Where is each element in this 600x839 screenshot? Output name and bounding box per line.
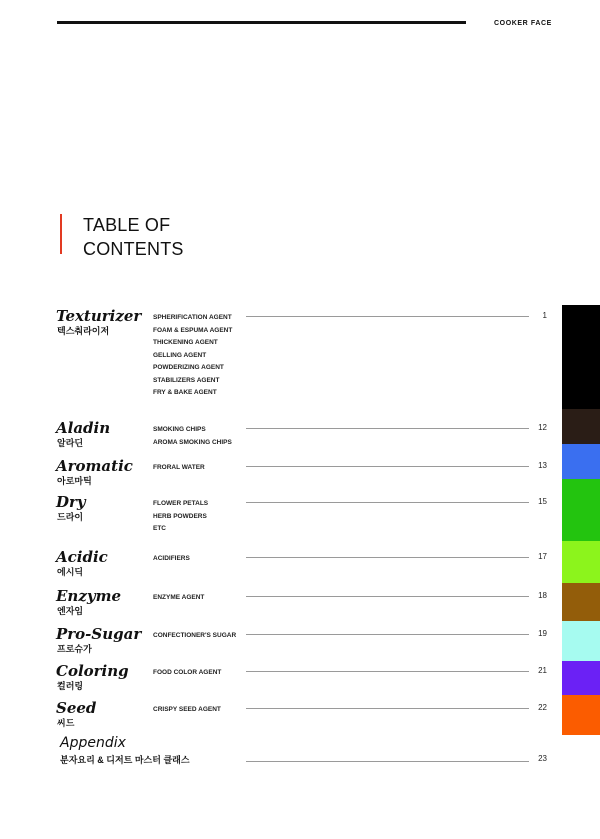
section-item-list <box>153 498 208 536</box>
section-item-list <box>153 630 236 643</box>
section-korean-title: 텍스춰라이저 <box>57 326 110 336</box>
section-item[interactable]: SPHERIFICATION AGENT <box>153 314 232 321</box>
section-item[interactable]: ACIDIFIERS <box>153 555 190 562</box>
dot-leader <box>246 708 529 709</box>
section-title[interactable]: Dry <box>56 493 86 511</box>
brand-logo: COOKER FACE <box>494 20 552 27</box>
page-number: 22 <box>538 703 547 712</box>
section-color-tab[interactable] <box>562 621 600 661</box>
section-korean-title: 씨드 <box>57 718 75 728</box>
section-color-tab[interactable] <box>562 695 600 735</box>
section-korean-title: 컬러링 <box>57 681 84 691</box>
section-item[interactable]: FRORAL WATER <box>153 464 205 471</box>
section-item[interactable]: FOOD COLOR AGENT <box>153 669 222 676</box>
section-item[interactable]: AROMA SMOKING CHIPS <box>153 438 232 446</box>
appendix-page-number: 23 <box>538 754 547 763</box>
section-title[interactable]: Pro-Sugar <box>56 625 142 643</box>
section-item-list <box>153 424 232 449</box>
section-korean-title: 아로마틱 <box>57 476 92 486</box>
section-title[interactable]: Texturizer <box>56 307 142 325</box>
section-color-tab[interactable] <box>562 479 600 541</box>
section-item[interactable]: POWDERIZING AGENT <box>153 364 224 371</box>
section-color-tab[interactable] <box>562 661 600 695</box>
page-number: 19 <box>538 629 547 638</box>
section-item[interactable]: ENZYME AGENT <box>153 594 205 601</box>
section-item-list <box>153 704 221 717</box>
page-title <box>83 213 184 261</box>
section-item[interactable]: ETC <box>153 525 166 532</box>
appendix-title[interactable]: Appendix <box>60 735 126 751</box>
section-korean-title: 에시딕 <box>57 567 84 577</box>
section-color-tab[interactable] <box>562 305 600 409</box>
dot-leader <box>246 502 529 503</box>
page-number: 21 <box>538 666 547 675</box>
section-item-list <box>153 553 190 566</box>
header-rule <box>57 21 466 24</box>
page-number: 1 <box>542 311 547 320</box>
dot-leader <box>246 428 529 429</box>
section-item[interactable]: SMOKING CHIPS <box>153 426 206 433</box>
section-title[interactable]: Coloring <box>56 662 129 680</box>
page-number: 18 <box>538 591 547 600</box>
section-title[interactable]: Aladin <box>56 419 111 437</box>
section-title[interactable]: Aromatic <box>56 457 133 475</box>
dot-leader <box>246 316 529 317</box>
section-korean-title: 프로슈가 <box>57 644 92 654</box>
appendix-korean: 분자요리 & 디저트 마스터 클래스 <box>60 755 190 765</box>
section-item-list <box>153 312 232 400</box>
page-number: 12 <box>538 423 547 432</box>
section-item[interactable]: CONFECTIONER'S SUGAR <box>153 632 237 639</box>
section-item[interactable]: STABILIZERS AGENT <box>153 376 220 384</box>
appendix-leader <box>246 761 529 762</box>
page-title-line2: CONTENTS <box>83 239 184 259</box>
section-item[interactable]: FOAM & ESPUMA AGENT <box>153 326 233 334</box>
section-item-list <box>153 462 205 475</box>
section-title[interactable]: Acidic <box>56 548 108 566</box>
section-title[interactable]: Enzyme <box>56 587 121 605</box>
dot-leader <box>246 671 529 672</box>
page-title-line1: TABLE OF <box>83 215 171 235</box>
section-item-list <box>153 667 221 680</box>
section-color-tab[interactable] <box>562 541 600 583</box>
title-accent-bar <box>60 214 62 254</box>
section-color-tab[interactable] <box>562 444 600 479</box>
section-item-list <box>153 592 204 605</box>
section-color-tab[interactable] <box>562 583 600 621</box>
section-item[interactable]: FLOWER PETALS <box>153 500 209 507</box>
section-korean-title: 엔자임 <box>57 606 84 616</box>
section-item[interactable]: GELLING AGENT <box>153 351 207 359</box>
dot-leader <box>246 634 529 635</box>
section-color-tabs <box>562 305 600 735</box>
section-item[interactable]: CRISPY SEED AGENT <box>153 706 221 713</box>
section-item[interactable]: THICKENING AGENT <box>153 339 218 346</box>
page-number: 15 <box>538 497 547 506</box>
page-number: 17 <box>538 552 547 561</box>
section-korean-title: 드라이 <box>57 512 84 522</box>
section-item[interactable]: FRY & BAKE AGENT <box>153 389 217 396</box>
dot-leader <box>246 466 529 467</box>
section-korean-title: 알라딘 <box>57 438 84 448</box>
section-item[interactable]: HERB POWDERS <box>153 512 207 520</box>
section-color-tab[interactable] <box>562 409 600 444</box>
section-title[interactable]: Seed <box>56 699 97 717</box>
dot-leader <box>246 596 529 597</box>
dot-leader <box>246 557 529 558</box>
page-number: 13 <box>538 461 547 470</box>
